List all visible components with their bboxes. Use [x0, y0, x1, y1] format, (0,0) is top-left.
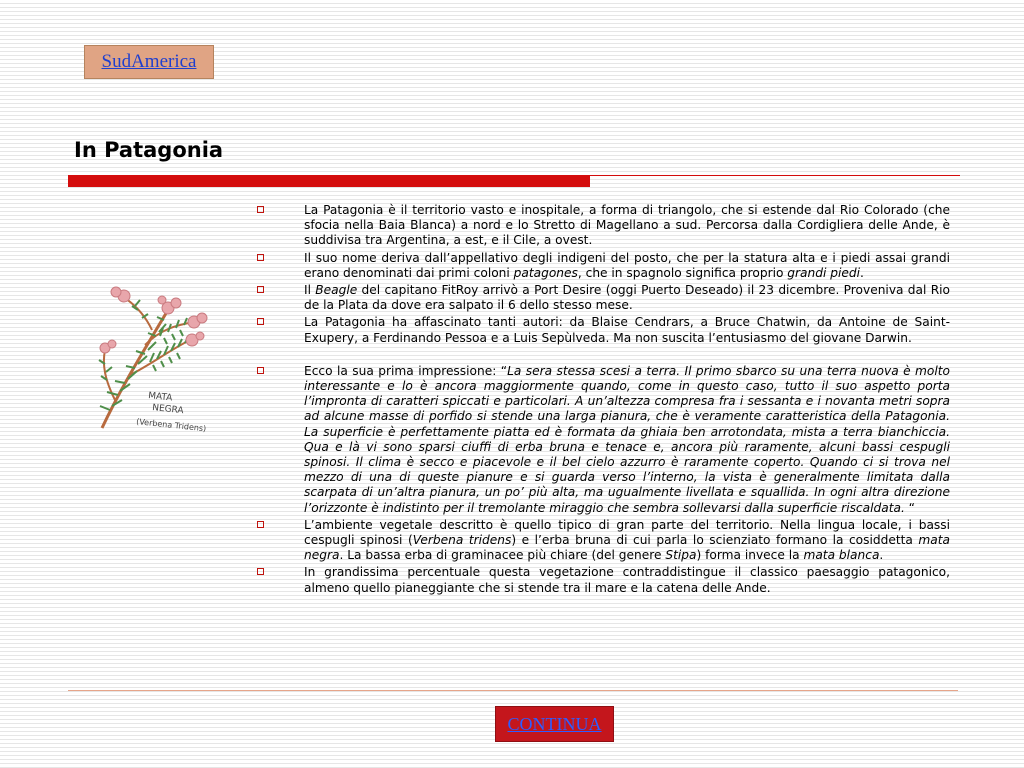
list-item-text	[304, 315, 950, 345]
sudamerica-button[interactable]: SudAmerica	[84, 45, 214, 79]
square-bullet-icon	[257, 568, 264, 575]
text-span: La Patagonia è il territorio vasto e inospitale, a forma di triangolo, che si estende dal Rio Colorado (che sfocia nella Baia Blanca) a nord e lo Stretto di Magellano a sud. Percorsa dalla Cordigliera delle Ande, è suddivisa tra Argentina, a est, e il Cile, a ovest.	[304, 203, 950, 248]
list-item-text	[304, 251, 950, 281]
list-item	[252, 518, 950, 564]
plant-caption-line2: NEGRA	[151, 403, 185, 417]
list-item	[252, 203, 950, 249]
square-bullet-icon	[257, 254, 264, 261]
list-item-text	[304, 364, 950, 516]
footer-divider	[68, 690, 958, 691]
list-item	[252, 315, 950, 345]
text-span: In grandissima percentuale questa vegetazione contraddistingue il classico paesaggio patagonico, almeno quello pianeggiante che si stende tra il mare e la catena delle Ande.	[304, 565, 950, 595]
list-item-text	[304, 283, 950, 313]
text-span: ) e l’erba bruna di cui parla lo scienziato formano la cosiddetta	[511, 533, 919, 548]
page-title: In Patagonia	[74, 138, 224, 162]
list-item-text	[304, 518, 950, 564]
divider-red-block	[68, 175, 590, 187]
title-divider	[68, 175, 960, 187]
list-item	[252, 565, 950, 595]
plant-caption-line3: (Verbena Tridens)	[135, 417, 207, 434]
list-item	[252, 251, 950, 281]
italic-span: grandi piedi	[787, 265, 860, 280]
text-span: .	[879, 548, 884, 563]
square-bullet-icon	[257, 367, 264, 374]
italic-span: Stipa	[665, 548, 697, 563]
list-item	[252, 364, 950, 516]
list-item-text	[304, 203, 950, 249]
text-span: Il suo nome deriva dall’appellativo degli indigeni del posto, che per la statura alta e i piedi assai grandi erano denominati dai primi coloni	[304, 250, 950, 280]
italic-span: Beagle	[315, 283, 358, 298]
square-bullet-icon	[257, 318, 264, 325]
text-span: ) forma invece la	[696, 548, 804, 563]
text-span: Ecco la sua prima impressione: “	[304, 363, 508, 378]
text-span: “	[904, 500, 916, 515]
text-span: La Patagonia ha affascinato tanti autori: da Blaise Cendrars, a Bruce Chatwin, da Antoine de Saint-Exupery, a Ferdinando Pessoa e a Luis Sepùlveda. Ma non suscita l’entusiasmo del giovane Darwin.	[304, 315, 950, 345]
italic-span: Verbena tridens	[412, 533, 512, 548]
text-span: . La bassa erba di graminacee più chiare (del genere	[339, 548, 666, 563]
italic-span: mata negra	[304, 533, 950, 563]
plant-caption-line1: MATA	[147, 391, 173, 404]
text-span: .	[859, 265, 864, 280]
text-span: , che in spagnolo significa proprio	[577, 265, 788, 280]
italic-span: mata blanca	[803, 548, 880, 563]
mata-negra-plant-illustration	[90, 270, 230, 440]
square-bullet-icon	[257, 206, 264, 213]
italic-span: La sera stessa scesi a terra. Il primo sbarco su una terra nuova è molto interessante e lo è ancora maggiormente quando, come in questo caso, tutto il suo aspetto porta l’impronta di caratteri spiccati e particolari. A un’altezza compresa fra i sessanta e i novanta metri sopra ad alcune masse di porfido si stende una larga pianura, che è veramente caratteristica della Patagonia. La superficie è perfettamente piatta ed è formata da ghiaia ben arrotondata, mista a terra bianchiccia. Qua e là vi sono sparsi ciuffi di erba bruna e tenace e, ancora più raramente, alcuni bassi cespugli spinosi. Il clima è secco e piacevole e il bel cielo azzurro è raramente coperto. Quando ci si trova nel mezzo di una di queste pianure e si guarda verso l’interno, la vista è generalmente limitata dalla scarpata di un’altra pianura, un po’ più alta, ma ugualmente livellata e squallida. In ogni altra direzione l’orizzonte è indistinto per il tremolante miraggio che sembra sollevarsi dalla superficie riscaldata.	[304, 363, 951, 515]
text-span: L’ambiente vegetale descritto è quello tipico di gran parte del territorio. Nella lingua locale, i bassi cespugli spinosi (	[304, 517, 950, 548]
divider-thin-line	[590, 175, 960, 176]
square-bullet-icon	[257, 521, 264, 528]
square-bullet-icon	[257, 286, 264, 293]
content-list	[252, 203, 950, 598]
list-item	[252, 283, 950, 313]
continue-button[interactable]: CONTINUA	[495, 706, 614, 742]
text-span: del capitano FitRoy arrivò a Port Desire (oggi Puerto Deseado) il 23 dicembre. Proveniva dal Rio de la Plata da dove era salpato il 6 dello stesso mese.	[304, 283, 951, 313]
text-span: Il	[304, 283, 316, 298]
italic-span: patagones	[513, 265, 578, 280]
list-item-text	[304, 565, 950, 595]
